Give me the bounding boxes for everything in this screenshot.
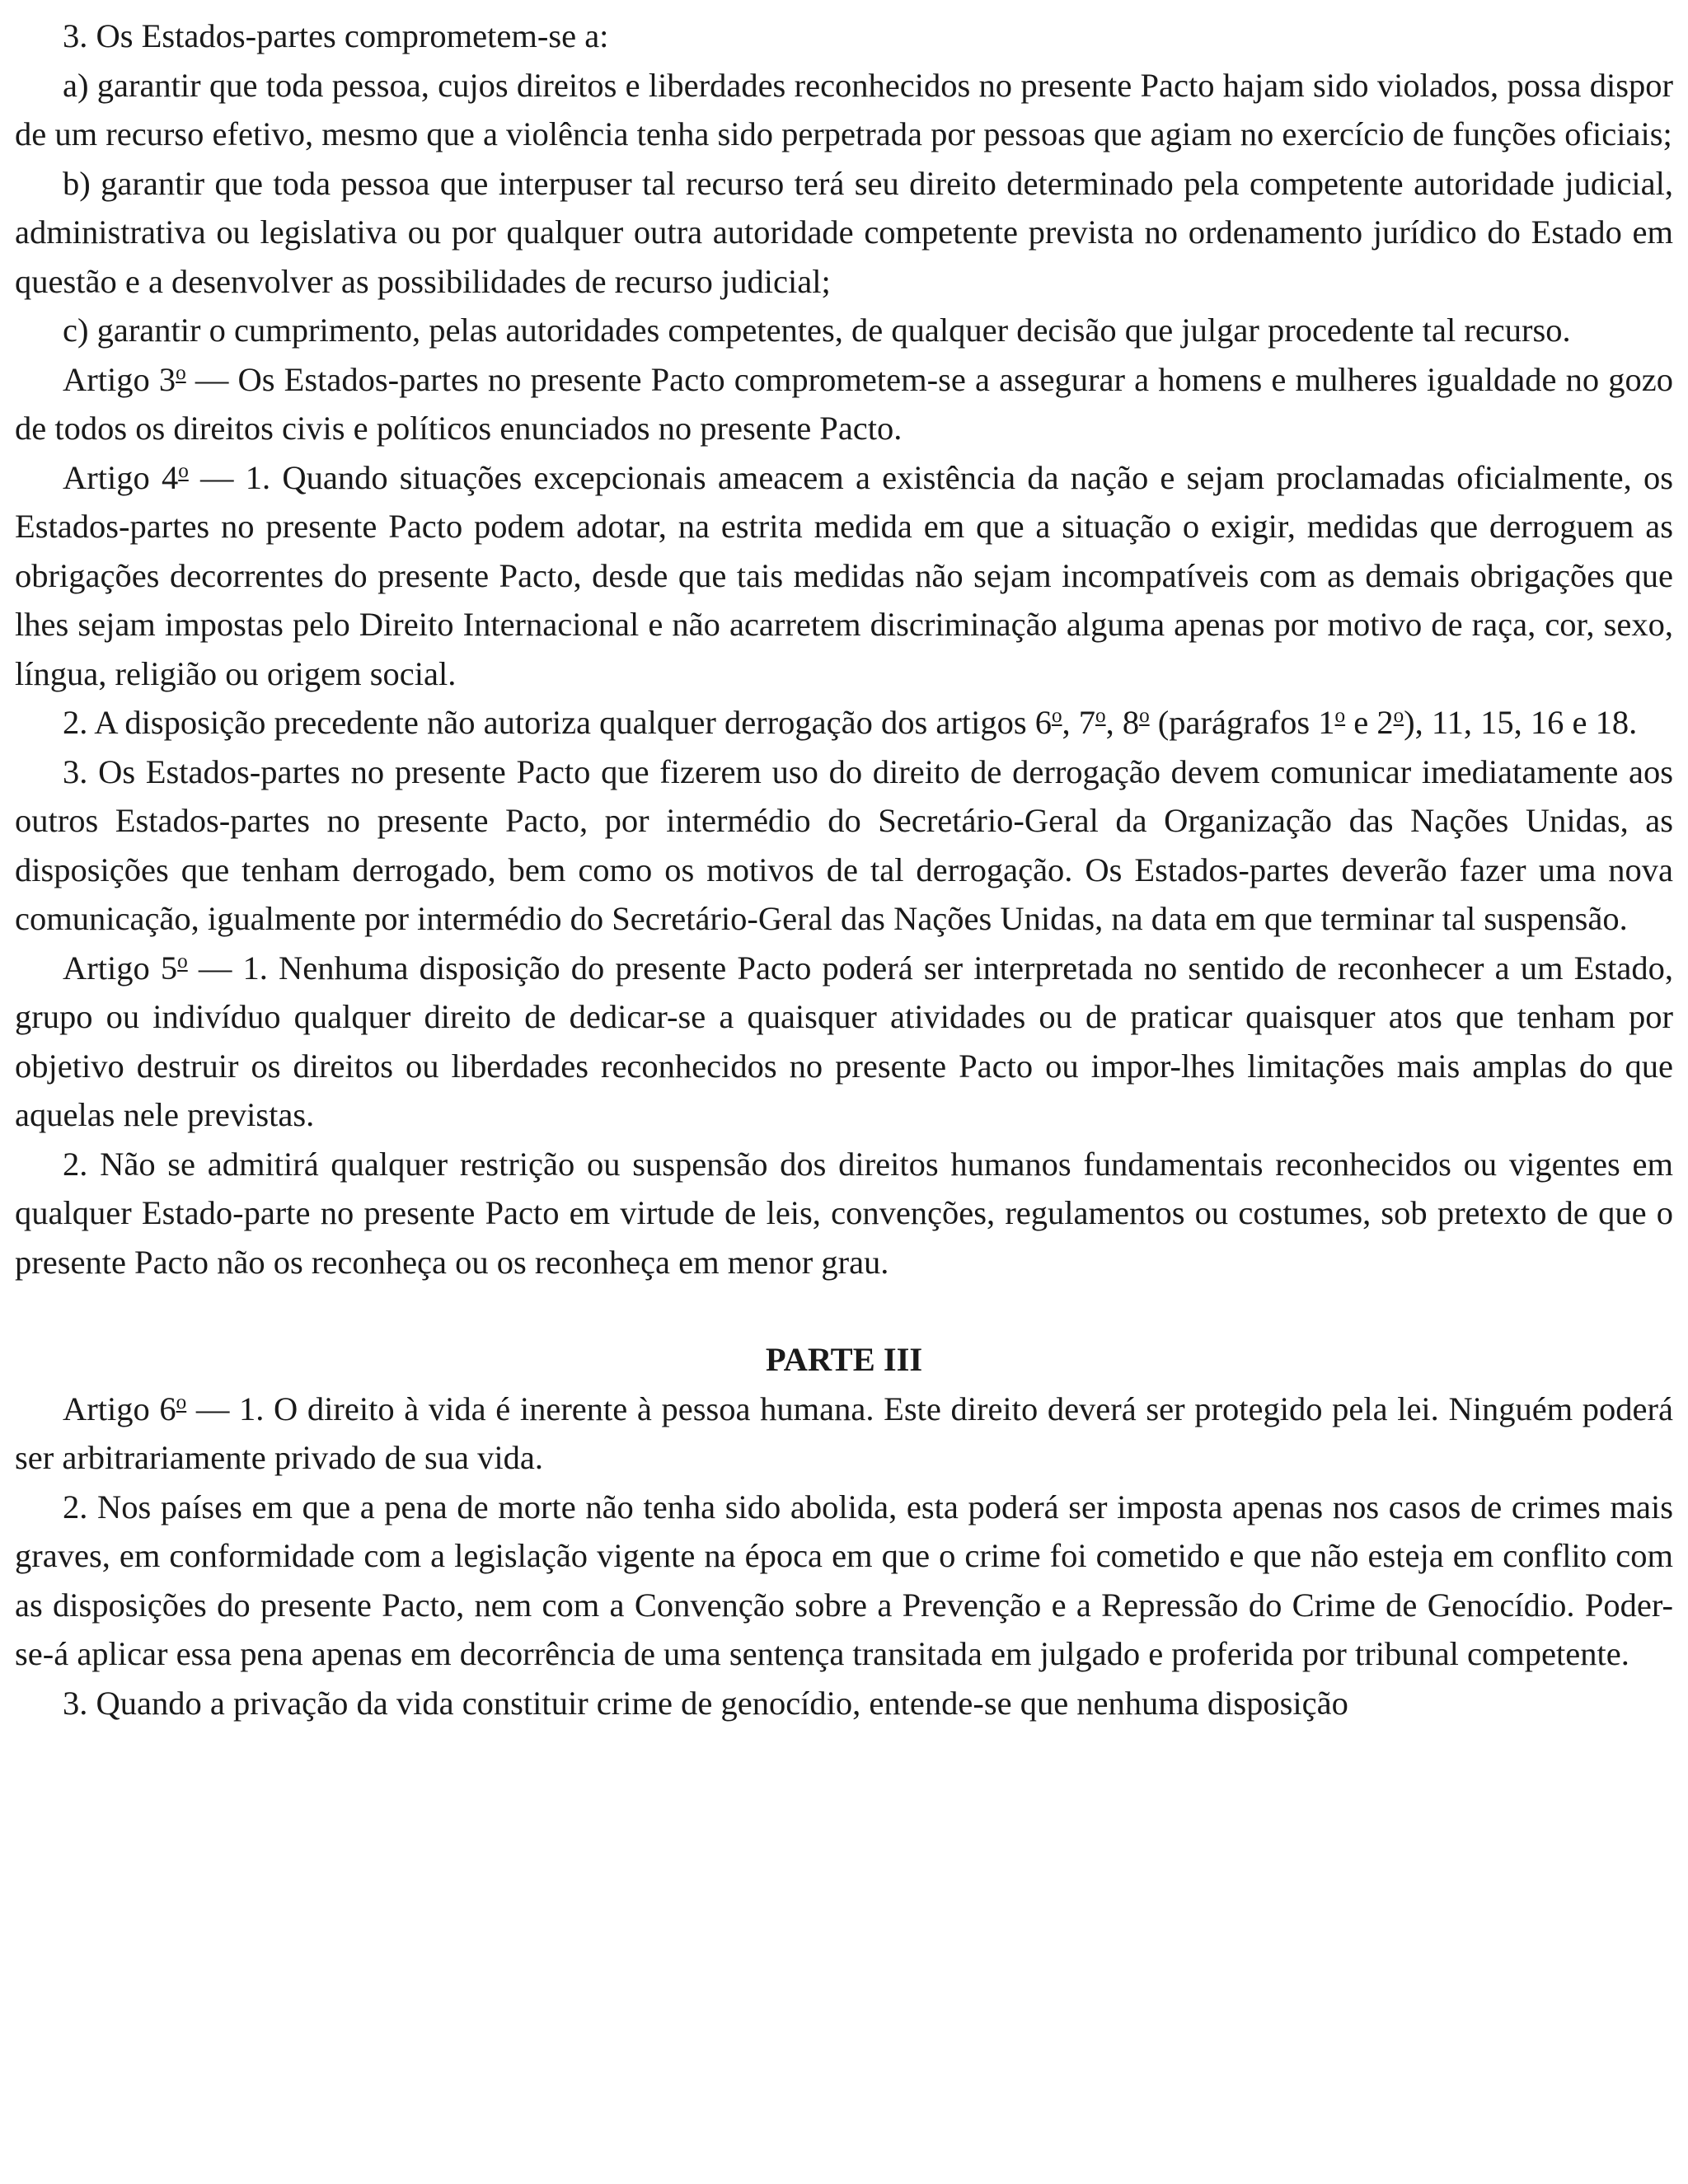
paragraph-text: e 2 bbox=[1345, 704, 1394, 741]
ordinal-superscript: o bbox=[1139, 705, 1150, 728]
paragraph-p07 bbox=[15, 698, 1673, 748]
paragraph-text: Artigo 5 bbox=[63, 949, 178, 987]
ordinal-superscript: o bbox=[1095, 705, 1106, 728]
paragraph-p04 bbox=[15, 306, 1673, 355]
paragraph-text: 2. A disposição precedente não autoriza qualquer derrogação dos artigos 6 bbox=[63, 704, 1052, 741]
paragraph-text: Artigo 4 bbox=[63, 458, 179, 496]
paragraph-text: 3. Os Estados-partes comprometem-se a: bbox=[63, 17, 609, 54]
paragraph-p11 bbox=[15, 1385, 1673, 1483]
ordinal-superscript: o bbox=[177, 949, 188, 972]
paragraph-text: (parágrafos 1 bbox=[1149, 704, 1335, 741]
paragraph-p03 bbox=[15, 159, 1673, 307]
ordinal-superscript: o bbox=[1051, 705, 1062, 728]
paragraph-text: 3. Quando a privação da vida constituir crime de genocídio, entende-se que nenhuma disposição bbox=[63, 1684, 1348, 1722]
paragraph-text: a) garantir que toda pessoa, cujos direitos e liberdades reconhecidos no presente Pacto hajam sido violados, possa dispor de um recurso efetivo, mesmo que a violência tenha sido perpetrada por pessoas que agiam no exercício de funções oficiais; bbox=[15, 66, 1673, 152]
paragraph-text: — 1. O direito à vida é inerente à pessoa humana. Este direito deverá ser protegido pela lei. Ninguém poderá ser arbitrariamente privado de sua vida. bbox=[15, 1390, 1673, 1476]
paragraph-p09 bbox=[15, 944, 1673, 1140]
ordinal-superscript: o bbox=[178, 459, 189, 482]
ordinal-superscript: o bbox=[176, 1390, 187, 1413]
paragraph-text: 2. Nos países em que a pena de morte não tenha sido abolida, esta poderá ser imposta apenas nos casos de crimes mais graves, em conformidade com a legislação vigente na época em que o crime foi cometido e que não esteja em conflito com as disposições do presente Pacto, nem com a Convenção sobre a Prevenção e a Repressão do Crime de Genocídio. Poder-se-á aplicar essa pena apenas em decorrência de uma sentença transitada em julgado e proferida por tribunal competente. bbox=[15, 1488, 1673, 1672]
paragraph-p13 bbox=[15, 1679, 1673, 1728]
paragraph-text: — 1. Nenhuma disposição do presente Pacto poderá ser interpretada no sentido de reconhecer a um Estado, grupo ou indivíduo qualquer direito de dedicar-se a quaisquer atividades ou de praticar quaisquer atos que tenham por objetivo destruir os direitos ou liberdades reconhecidos no presente Pacto ou impor-lhes limitações mais amplas do que aquelas nele previstas. bbox=[15, 949, 1673, 1133]
ordinal-superscript: o bbox=[176, 361, 186, 384]
paragraph-text: — 1. Quando situações excepcionais ameacem a existência da nação e sejam proclamadas oficialmente, os Estados-partes no presente Pacto podem adotar, na estrita medida em que a situação o exigir, medidas que derroguem as obrigações decorrentes do presente Pacto, desde que tais medidas não sejam incompatíveis com as demais obrigações que lhes sejam impostas pelo Direito Internacional e não acarretem discriminação alguma apenas por motivo de raça, cor, sexo, língua, religião ou origem social. bbox=[15, 458, 1673, 692]
paragraph-p12 bbox=[15, 1483, 1673, 1679]
paragraph-text: ), 11, 15, 16 e 18. bbox=[1404, 704, 1638, 741]
paragraph-text: b) garantir que toda pessoa que interpuser tal recurso terá seu direito determinado pela competente autoridade judicial, administrativa ou legislativa ou por qualquer outra autoridade competente prevista no ordenamento jurídico do Estado em questão e a desenvolver as possibilidades de recurso judicial; bbox=[15, 164, 1673, 300]
paragraph-text: , 8 bbox=[1105, 704, 1140, 741]
paragraph-text: 2. Não se admitirá qualquer restrição ou suspensão dos direitos humanos fundamentais reconhecidos ou vigentes em qualquer Estado-parte no presente Pacto em virtude de leis, convenções, regulamentos ou costumes, sob pretexto de que o presente Pacto não os reconheça ou os reconheça em menor grau. bbox=[15, 1145, 1673, 1281]
paragraph-text: Artigo 6 bbox=[63, 1390, 176, 1427]
paragraph-p05 bbox=[15, 355, 1673, 453]
text-section-after-heading bbox=[15, 1385, 1673, 1728]
section-heading: PARTE III bbox=[765, 1341, 923, 1378]
ordinal-superscript: o bbox=[1393, 705, 1404, 728]
paragraph-p06 bbox=[15, 453, 1673, 699]
paragraph-text: — Os Estados-partes no presente Pacto comprometem-se a assegurar a homens e mulheres igualdade no gozo de todos os direitos civis e políticos enunciados no presente Pacto. bbox=[15, 360, 1673, 447]
paragraph-text: 3. Os Estados-partes no presente Pacto que fizerem uso do direito de derrogação devem comunicar imediatamente aos outros Estados-partes no presente Pacto, por intermédio do Secretário-Geral da Organização das Nações Unidas, as disposições que tenham derrogado, bem como os motivos de tal derrogação. Os Estados-partes deverão fazer uma nova comunicação, igualmente por intermédio do Secretário-Geral das Nações Unidas, na data em que terminar tal suspensão. bbox=[15, 752, 1673, 937]
ordinal-superscript: o bbox=[1334, 705, 1346, 728]
paragraph-text: c) garantir o cumprimento, pelas autoridades competentes, de qualquer decisão que julgar procedente tal recurso. bbox=[63, 312, 1571, 349]
text-section-before-heading bbox=[15, 12, 1673, 1286]
paragraph-p10 bbox=[15, 1140, 1673, 1287]
paragraph-p01 bbox=[15, 12, 1673, 61]
paragraph-p02 bbox=[15, 61, 1673, 159]
paragraph-text: , 7 bbox=[1062, 704, 1096, 741]
paragraph-p08 bbox=[15, 748, 1673, 944]
paragraph-text: Artigo 3 bbox=[63, 360, 176, 398]
